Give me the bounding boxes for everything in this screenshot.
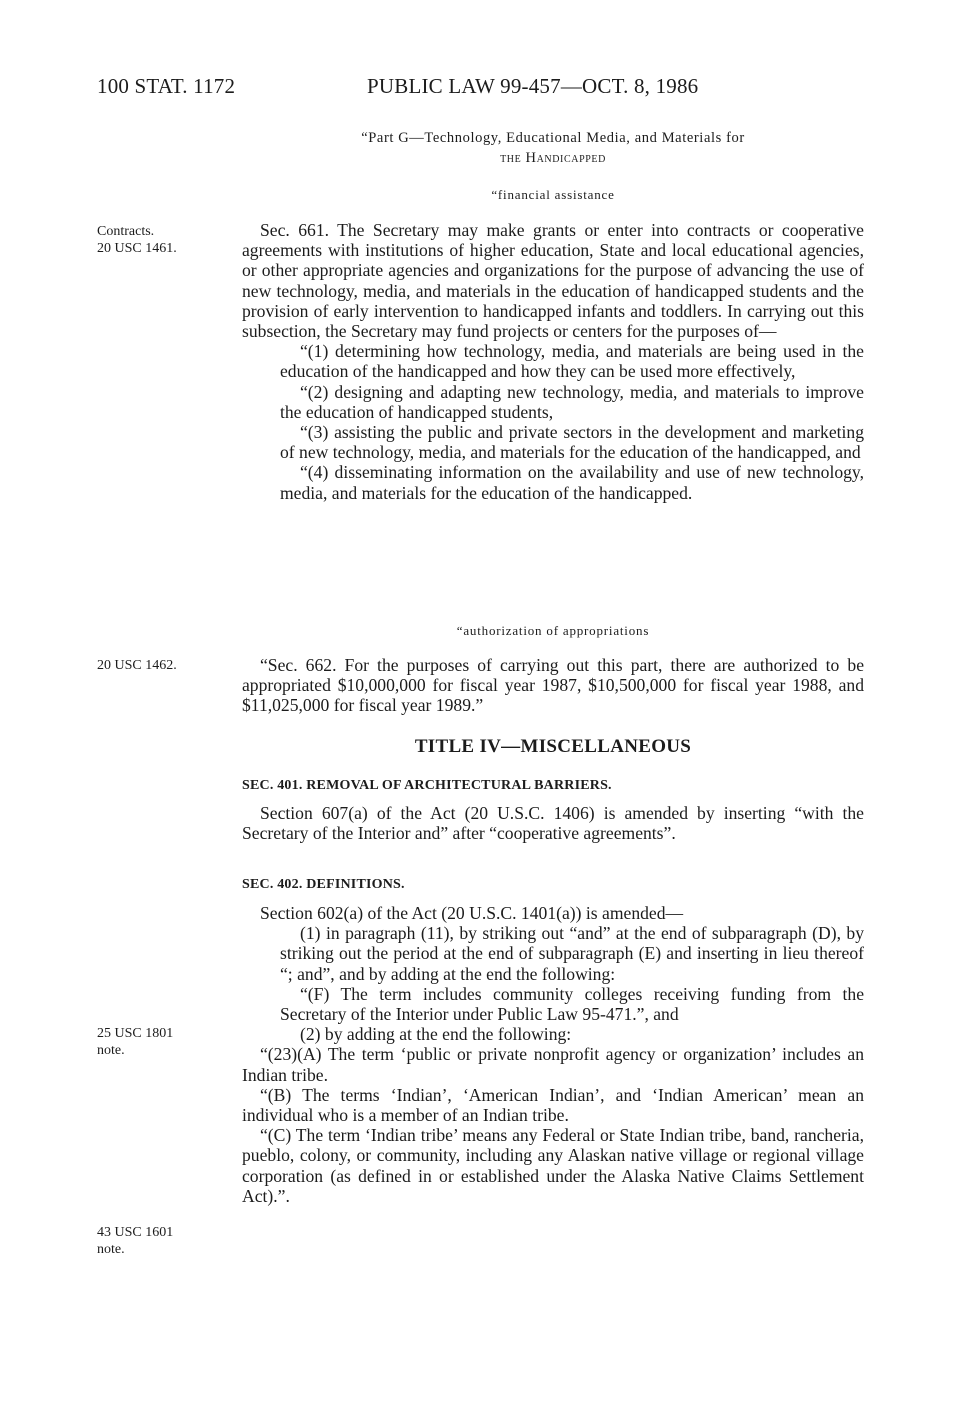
section-401-heading: SEC. 401. REMOVAL OF ARCHITECTURAL BARRIERS. [242,778,612,793]
margin-note-contracts-label: Contracts. [97,224,155,239]
margin-note-43usc-line2: note. [97,1242,125,1257]
definition-23a: “(23)(A) The term ‘public or private nonprofit agency or organization’ includes an Indian tribe. [242,1044,864,1085]
definition-23c: “(C) The term ‘Indian tribe’ means any Federal or State Indian tribe, band, rancheria, pueblo, colony, or community, including any Alaskan native village or regional village corporation (as defined in or established under the Alaska Native Claims Settlement Act).”. [242,1125,864,1206]
section-662 [242,655,864,716]
margin-note-43usc [97,1224,227,1258]
section-661-item-3: “(3) assisting the public and private sectors in the development and marketing of new technology, media, and materials for the education of the handicapped, and [280,422,864,463]
section-661-intro: Sec. 661. The Secretary may make grants or enter into contracts or cooperative agreements with institutions of higher education, State and local educational agencies, or other appropriate agencies and organizations for the purpose of advancing the use of new technology, media, and materials in the education of handicapped students and the provision of early intervention to handicapped infants and toddlers. In carrying out this subsection, the Secretary may fund projects or centers for the purposes of— [242,220,864,342]
title-iv-heading: TITLE IV—MISCELLANEOUS [414,736,692,757]
page-header [97,74,857,110]
section-402 [242,903,864,1206]
part-g-title-line1: “Part G—Technology, Educational Media, and Materials for [361,130,745,146]
margin-note-contracts [97,223,227,257]
margin-note-contracts-usc: 20 USC 1461. [97,241,177,256]
margin-note-43usc-line1: 43 USC 1601 [97,1225,174,1240]
section-402-paragraph-2: (2) by adding at the end the following: [300,1024,572,1045]
section-402-paragraph-1: (1) in paragraph (11), by striking out “and” at the end of subparagraph (D), by striking out the period at the end of subparagraph (E) and inserting in lieu thereof “; and”, and by adding at the end the following: [280,923,864,984]
part-g-title [242,128,864,168]
section-402-subparagraph-f: “(F) The term includes community colleges receiving funding from the Secretary of the Interior under Public Law 95-471.”, and [280,983,864,1025]
public-law-citation: PUBLIC LAW 99-457—OCT. 8, 1986 [367,74,699,98]
section-662-text: “Sec. 662. For the purposes of carrying out this part, there are authorized to be appropriated $10,000,000 for fiscal year 1987, $10,500,000 for fiscal year 1988, and $11,025,000 for fiscal year 1989.” [242,655,864,716]
margin-note-25usc [97,1025,227,1059]
definition-23b: “(B) The terms ‘Indian’, ‘American Indian’, and ‘Indian American’ mean an individual who is a member of an Indian tribe. [242,1084,864,1126]
part-g-title-line2: the Handicapped [500,150,606,166]
margin-note-25usc-line2: note. [97,1043,125,1058]
authorization-heading: “authorization of appropriations [456,623,650,638]
section-402-intro: Section 602(a) of the Act (20 U.S.C. 1401(a)) is amended— [260,903,684,923]
section-401 [242,803,864,843]
section-661 [242,220,864,503]
section-661-item-4: “(4) disseminating information on the availability and use of new technology, media, and materials for the education of the handicapped. [280,462,864,503]
section-661-item-2: “(2) designing and adapting new technology, media, and materials to improve the education of handicapped students, [280,381,864,422]
financial-assistance-heading: “financial assistance [491,187,615,202]
margin-note-sec662: 20 USC 1462. [97,658,177,673]
section-401-text: Section 607(a) of the Act (20 U.S.C. 1406) is amended by inserting “with the Secretary of the Interior and” after “cooperative agreements”. [242,803,864,844]
section-402-heading: SEC. 402. DEFINITIONS. [242,877,405,892]
section-661-item-1: “(1) determining how technology, media, and materials are being used in the education of the handicapped and how they can be used more effectively, [280,341,864,382]
margin-note-25usc-line1: 25 USC 1801 [97,1026,174,1041]
stat-page-number: 100 STAT. 1172 [97,74,236,98]
